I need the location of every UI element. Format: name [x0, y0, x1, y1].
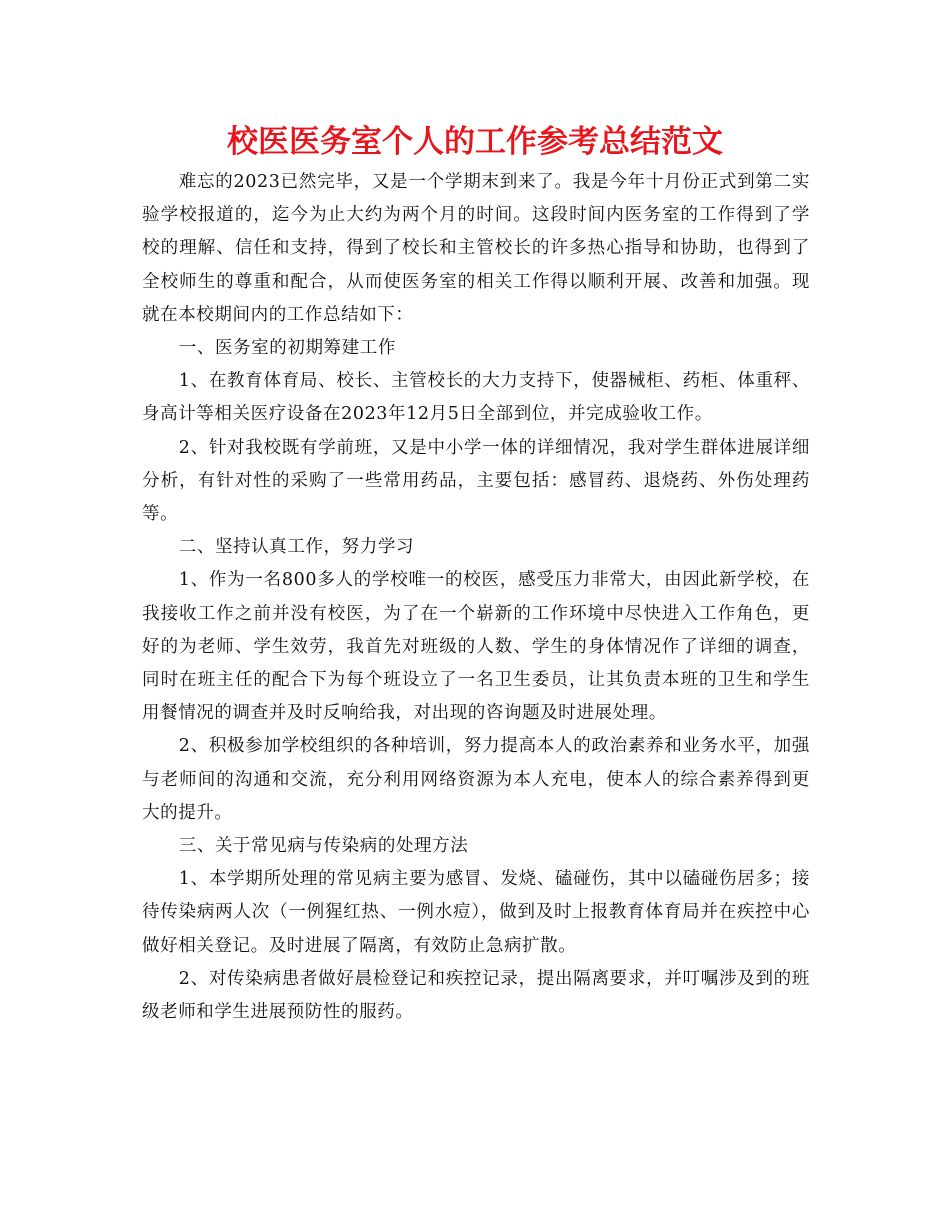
paragraph-2-1: 1、作为一名800多人的学校唯一的校医，感受压力非常大，由因此新学校，在我接收工作之前并没有校医，为了在一个崭新的工作环境中尽快进入工作角色，更好的为老师、学生效劳，我首先对班级的人数、学生的身体情况作了详细的调查，同时在班主任的配合下为每个班设立了一名卫生委员，让其负责本班的卫生和学生用餐情况的调查并及时反响给我，对出现的咨询题及时进展处理。 [142, 570, 810, 724]
section-heading-2: 二、坚持认真工作，努力学习 [178, 537, 415, 558]
paragraph-1-1: 1、在教育体育局、校长、主管校长的大力支持下，使器械柜、药柜、体重秤、身高计等相关医疗设备在2023年12月5日全部到位，并完成验收工作。 [142, 371, 810, 425]
paragraph-2-2: 2、积极参加学校组织的各种培训，努力提高本人的政治素养和业务水平，加强与老师间的沟通和交流，充分利用网络资源为本人充电，使本人的综合素养得到更大的提升。 [142, 736, 810, 823]
section-heading-3: 三、关于常见病与传染病的处理方法 [178, 836, 469, 857]
paragraph-intro: 难忘的2023已然完毕，又是一个学期末到来了。我是今年十月份正式到第二实验学校报道的，迄今为止大约为两个月的时间。这段时间内医务室的工作得到了学校的理解、信任和支持，得到了校长和主管校长的许多热心指导和协助，也得到了全校师生的尊重和配合，从而使医务室的相关工作得以顺利开展、改善和加强。现就在本校期间内的工作总结如下： [142, 172, 810, 325]
document-title: 校医医务室个人的工作参考总结范文 [227, 124, 723, 160]
section-heading-1: 一、医务室的初期筹建工作 [178, 338, 396, 359]
document-body [142, 166, 810, 1029]
paragraph-3-1: 1、本学期所处理的常见病主要为感冒、发烧、磕碰伤，其中以磕碰伤居多；接待传染病两人次（一例猩红热、一例水痘），做到及时上报教育体育局并在疾控中心做好相关登记。及时进展了隔离，有效防止急病扩散。 [142, 869, 810, 956]
paragraph-1-2: 2、针对我校既有学前班，又是中小学一体的详细情况，我对学生群体进展详细分析，有针对性的采购了一些常用药品，主要包括：感冒药、退烧药、外伤处理药等。 [142, 437, 810, 525]
paragraph-3-2: 2、对传染病患者做好晨检登记和疾控记录，提出隔离要求，并叮嘱涉及到的班级老师和学生进展预防性的服药。 [142, 968, 810, 1023]
